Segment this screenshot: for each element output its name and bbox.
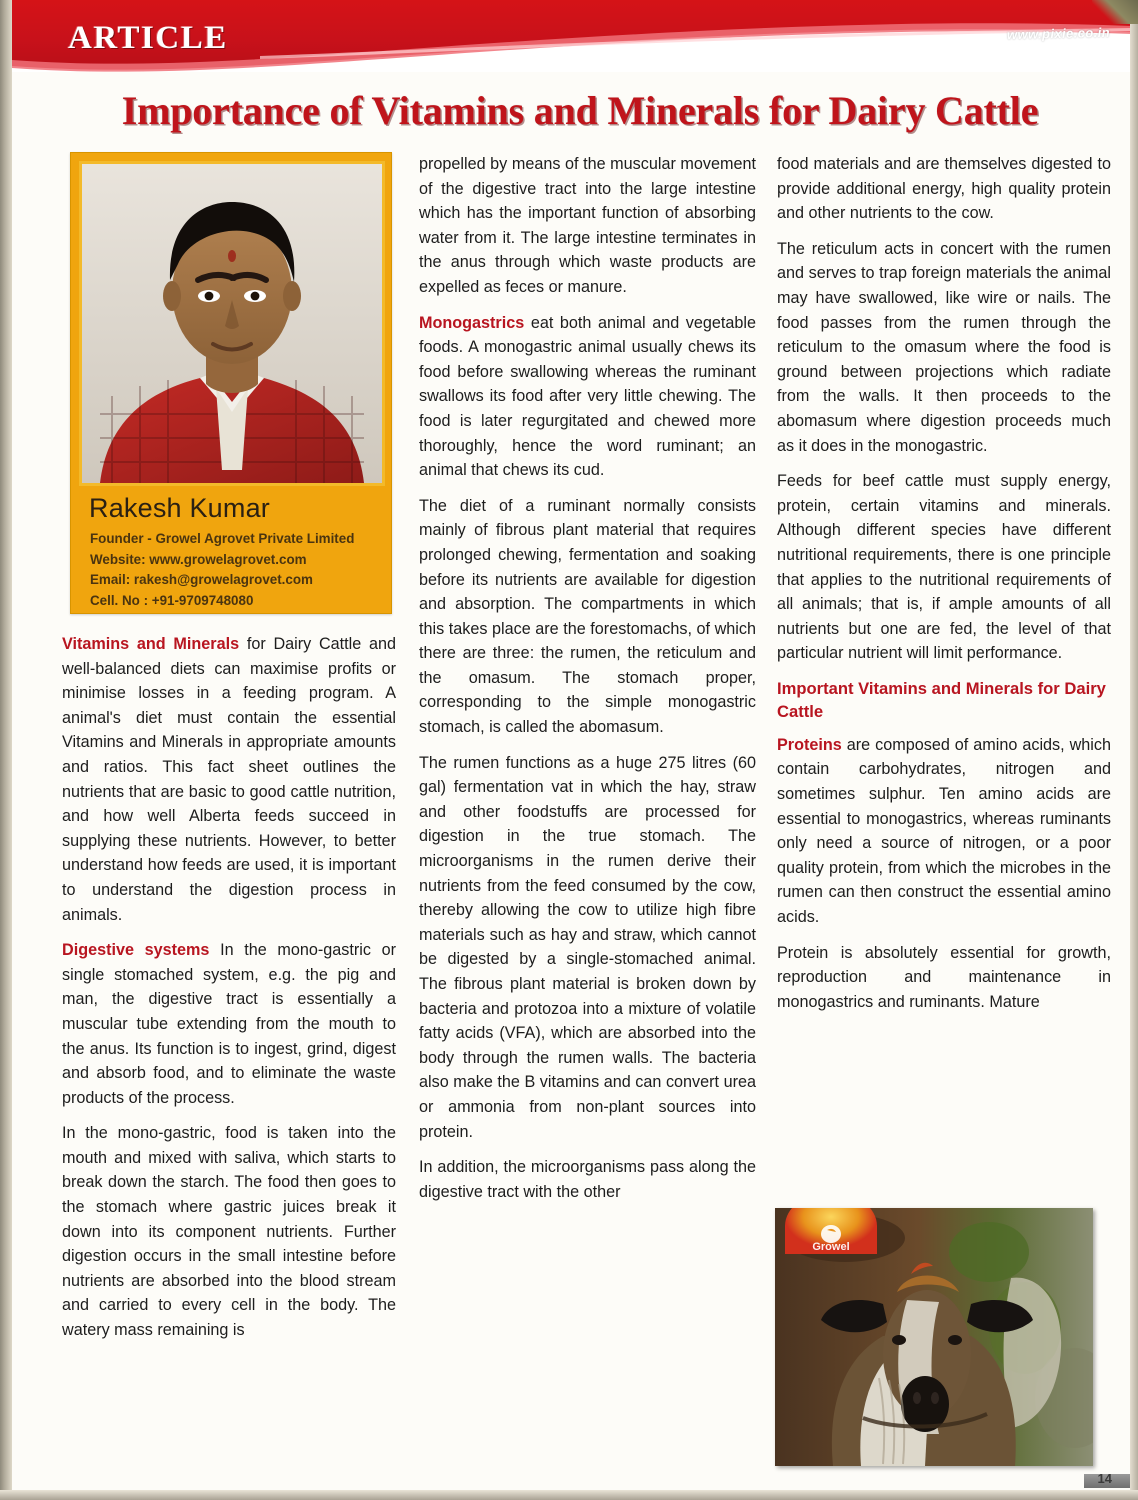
page-edge-left: [0, 0, 12, 1500]
paragraph: In the mono-gastric, food is taken into the mouth and mixed with saliva, which starts to break down the starch. The food then goes to the stomach where gastric juices break it down into its component nutrients. Further digestion occurs in the small intestine before nutrients are absorbed into the blood stream and carried to every cell in the body. The watery mass remaining is: [62, 1124, 396, 1340]
page-edge-right: [1130, 0, 1138, 1500]
author-portrait: [82, 164, 382, 483]
author-name: Rakesh Kumar: [89, 493, 270, 523]
page-number: 14: [1097, 1471, 1112, 1486]
page-corner-top-right: [1092, 0, 1138, 24]
paragraph: [62, 632, 396, 927]
page-title: Importance of Vitamins and Minerals for Dairy Cattle: [121, 88, 1039, 133]
paragraph: [419, 311, 756, 483]
body-column-1: [62, 632, 396, 1343]
author-cell: Cell. No : +91-9709748080: [90, 592, 254, 608]
paragraph-lead: Digestive systems: [62, 941, 210, 960]
site-url[interactable]: www.pixie.co.in: [1006, 24, 1111, 43]
paragraph: The diet of a ruminant normally consists mainly of fibrous plant material that requires prolonged chewing, fermentation and soaking before its nutrients are available for digestion and absorption. The compartments in which this takes place are the forestomachs, of which there are three: the rumen, the reticulum and the omasum. The stomach proper, corresponding to the simple monogastric stomach, is called the abomasum.: [419, 496, 756, 737]
author-photo-frame: [79, 161, 385, 486]
paragraph-body: are composed of amino acids, which contain carbohydrates, nitrogen and sometimes sulphur. Ten amino acids are essential to monogastrics, whereas ruminants only need a source of nitrogen, or a poor quality protein, from which the microbes in the rumen can then construct the essential amino acids.: [777, 735, 1111, 927]
paragraph-body: In the mono-gastric or single stomached system, e.g. the pig and man, the digestive tract is essentially a muscular tube extending from the mouth to the anus. Its function is to ingest, grind, digest and absorb food, and to eliminate the waste products of the process.: [62, 941, 396, 1107]
author-email[interactable]: Email: rakesh@growelagrovet.com: [90, 572, 313, 588]
brand-badge: [785, 1208, 877, 1254]
section-label: ARTICLE: [68, 20, 228, 56]
svg-text:Growel: Growel: [812, 1241, 850, 1253]
paragraph-lead: Vitamins and Minerals: [62, 635, 240, 653]
author-details: [90, 529, 380, 611]
paragraph: [62, 938, 396, 1110]
page-edge-bottom: [0, 1490, 1138, 1500]
section-subheading: Important Vitamins and Minerals for Dairy Cattle: [777, 678, 1106, 721]
paragraph: propelled by means of the muscular movement of the digestive tract into the large intestine which has the important function of absorbing water from it. The large intestine terminates in the anus through which waste products are expelled as feces or manure.: [419, 155, 756, 296]
cow-photo: [775, 1208, 1093, 1466]
paragraph-lead: Proteins: [777, 735, 842, 754]
paragraph-lead: Monogastrics: [419, 313, 525, 332]
author-role: Founder - Growel Agrovet Private Limited: [90, 531, 355, 546]
author-website[interactable]: Website: www.growelagrovet.com: [90, 551, 307, 567]
author-card: [70, 152, 392, 614]
paragraph: food materials and are themselves digested to provide additional energy, high quality protein and other nutrients to the cow.: [777, 155, 1111, 223]
paragraph: The reticulum acts in concert with the rumen and serves to trap foreign materials the animal may have swallowed, like wire or nails. The food passes from the rumen through the reticulum to the omasum where the food is ground between projections which radiate from the walls. It then proceeds to the abomasum where digestion proceeds much as it does in the monogastric.: [777, 239, 1111, 455]
body-column-2: [419, 152, 756, 1204]
paragraph: Feeds for beef cattle must supply energy, protein, certain vitamins and minerals. Although different species have different nutritional requirements, there is one principle that applies to the nutritional requirements of all animals; that is, if ample amounts of all nutrients but one are fed, the level of that particular nutrient will limit performance.: [777, 472, 1111, 663]
page-banner: [12, 0, 1132, 72]
paragraph: In addition, the microorganisms pass along the digestive tract with the other: [419, 1158, 756, 1201]
paragraph: Protein is absolutely essential for growth, reproduction and maintenance in monogastrics and ruminants. Mature: [777, 943, 1111, 1011]
paragraph-body: for Dairy Cattle and well-balanced diets can maximise profits or minimise losses in a feeding program. A animal's diet must contain the essential Vitamins and Minerals in appropriate amounts and ratios. This fact sheet outlines the nutrients that are basic to good cattle nutrition, and how well Alberta feeds succeed in supplying these nutrients. However, to better understand how feeds are used, it is important to understand the digestion process in animals.: [62, 635, 397, 924]
cow-photograph: [775, 1208, 1093, 1466]
paragraph: [777, 733, 1111, 930]
body-column-3: [777, 152, 1111, 1014]
paragraph: The rumen functions as a huge 275 litres (60 gal) fermentation vat in which the hay, straw and other foodstuffs are processed for digestion in the true stomach. The microorganisms in the rumen derive their nutrients from the feed consumed by the cow, thereby allowing the cow to utilize high fibre materials such as hay and straw, which cannot be digested by a single-stomached animal. The fibrous plant material is broken down by bacteria and protozoa into a mixture of volatile fatty acids (VFA), which are absorbed into the body through the rumen walls. The bacteria also make the B vitamins and can convert urea or ammonia from non-plant sources into protein.: [419, 753, 756, 1141]
paragraph-body: eat both animal and vegetable foods. A monogastric animal usually chews its food before swallowing whereas the ruminant swallows its food after very little chewing. The food is later regurgitated and chewed more thoroughly, hence the word ruminant; an animal that chews its cud.: [419, 313, 756, 480]
